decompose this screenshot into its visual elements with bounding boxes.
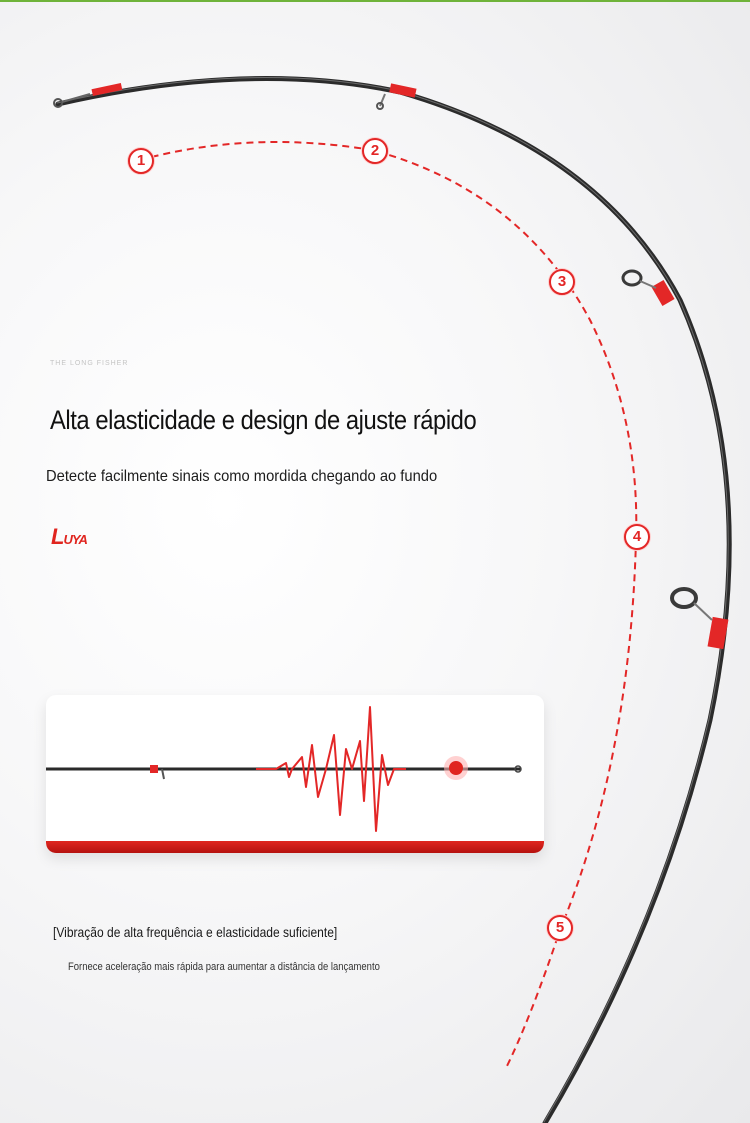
feature-title: [Vibração de alta frequência e elasticidade suficiente] — [53, 924, 338, 940]
marker-2: 2 — [362, 138, 388, 164]
small-caption: THE LONG FISHER — [50, 360, 129, 367]
marker-3: 3 — [549, 269, 575, 295]
marker-1: 1 — [128, 148, 154, 174]
subtitle: Detecte facilmente sinais como mordida chegando ao fundo — [46, 468, 438, 485]
page-title: Alta elasticidade e design de ajuste rápido — [50, 405, 477, 435]
feature-description: Fornece aceleração mais rápida para aumentar a distância de lançamento — [68, 961, 380, 973]
brand-rest: UYA — [63, 532, 87, 547]
vibration-dot — [449, 761, 463, 775]
card-rod-wrap — [150, 765, 158, 773]
marker-5: 5 — [547, 915, 573, 941]
vibration-illustration — [46, 695, 544, 853]
marker-4: 4 — [624, 524, 650, 550]
brand-logo — [51, 524, 87, 550]
guide-4 — [672, 589, 728, 649]
vibration-card — [46, 695, 544, 853]
brand-initial: L — [51, 524, 64, 549]
card-red-base — [46, 841, 544, 853]
